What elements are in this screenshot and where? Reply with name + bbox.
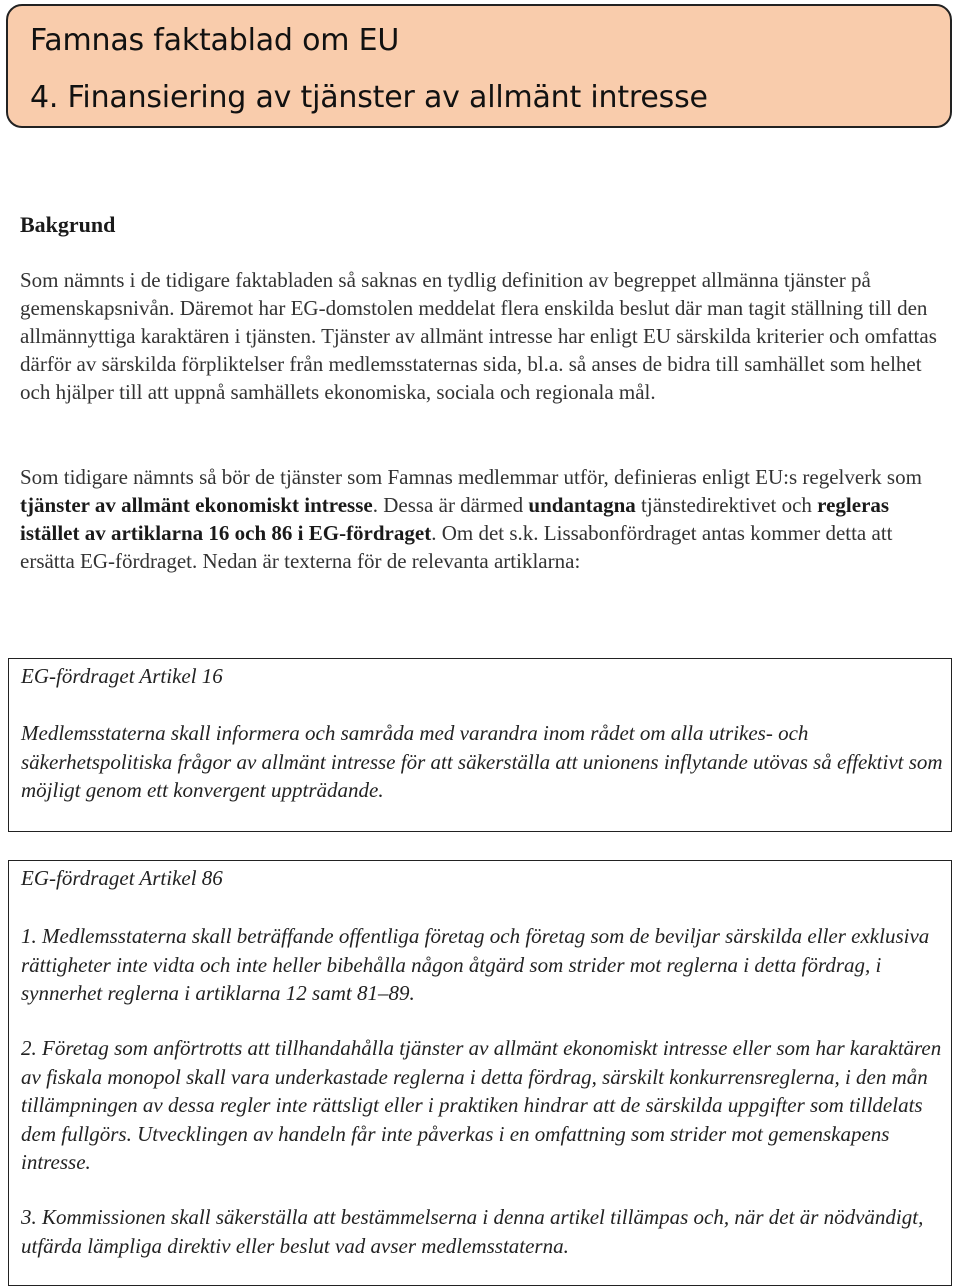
paragraph-text: Som tidigare nämnts så bör de tjänster som Famnas medlemmar utför, definieras enligt EU:s regelverk som	[20, 465, 922, 489]
emphasis-text: tjänster av allmänt ekonomiskt intresse	[20, 493, 373, 517]
article-16-title: EG-fördraget Artikel 16	[21, 664, 223, 688]
paragraph-text: . Dessa är därmed	[372, 493, 529, 517]
emphasis-text: regleras istället av artiklarna 16 och 86 i EG-fördraget	[20, 493, 890, 545]
emphasis-text: undantagna	[528, 493, 636, 517]
paragraph-text: . Om det s.k. Lissabonfördraget antas kommer detta att ersätta EG-fördraget. Nedan är texterna för de relevanta artiklarna:	[20, 521, 893, 573]
background-paragraph-2	[20, 463, 940, 575]
header-box	[6, 4, 952, 128]
background-paragraph-1: Som nämnts i de tidigare faktabladen så saknas en tydlig definition av begreppet allmänna tjänster på gemenskapsnivån. Däremot har EG-domstolen meddelat flera enskilda beslut där man tagit ställning till den allmännyttiga karaktären i tjänsten. Tjänster av allmänt intresse har enligt EU särskilda kriterier och omfattas därför av särskilda förpliktelser från medlemsstaternas sida, bl.a. så anses de bidra till samhället som helhet och hjälper till att uppnå samhällets ekonomiska, sociala och regionala mål.	[20, 268, 937, 404]
article-16-box	[8, 658, 952, 832]
document-title: Famnas faktablad om EU	[30, 23, 400, 58]
article-86-title: EG-fördraget Artikel 86	[21, 866, 223, 890]
article-16-text: Medlemsstaterna skall informera och samråda med varandra inom rådet om alla utrikes- och säkerhetspolitiska frågor av allmänt intresse för att säkerställa att unionens inflytande utövas så effektivt som möjligt genom ett konvergent uppträdande.	[21, 721, 943, 802]
section-heading-background: Bakgrund	[20, 212, 116, 237]
article-86-paragraph-1: 1. Medlemsstaterna skall beträffande offentliga företag och företag som de beviljar särskilda eller exklusiva rättigheter inte vidta och inte heller bibehålla någon åtgärd som strider mot reglerna i detta fördrag, i synnerhet reglerna i artiklarna 12 samt 81–89.	[21, 924, 930, 1005]
article-86-paragraph-2: 2. Företag som anförtrotts att tillhandahålla tjänster av allmänt ekonomiskt intresse eller som har karaktären av fiskala monopol skall vara underkastade reglerna i detta fördrag, särskilt konkurrensreglerna, i den mån tillämpningen av dessa regler inte rättsligt eller i praktiken hindrar att de särskilda uppgifter som tilldelats dem fullgörs. Utvecklingen av handeln får inte påverkas i en omfattning som strider mot gemenskapens intresse.	[21, 1036, 942, 1174]
document-subtitle: 4. Finansiering av tjänster av allmänt intresse	[30, 80, 708, 115]
article-86-paragraph-3: 3. Kommissionen skall säkerställa att bestämmelserna i denna artikel tillämpas och, när det är nödvändigt, utfärda lämpliga direktiv eller beslut vad avser medlemsstaterna.	[21, 1205, 924, 1258]
article-86-box	[8, 860, 952, 1286]
paragraph-text: tjänstedirektivet och	[635, 493, 818, 517]
